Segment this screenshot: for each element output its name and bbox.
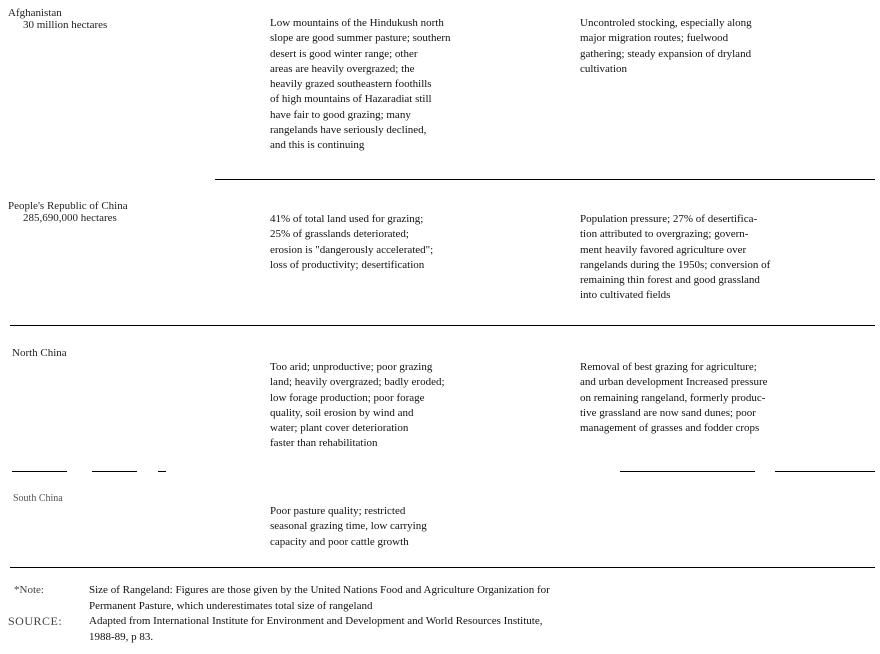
- row-divider: [775, 471, 875, 472]
- condition-cell: 41% of total land used for grazing; 25% of grasslands deteriorated; erosion is "dangerously accelerated"; loss of productivity; desertification: [270, 213, 434, 271]
- condition-cell: Low mountains of the Hindukush north slope are good summer pasture; southern desert is good winter range; other areas are heavily overgrazed; the heavily grazed southeastern foothills of high mountains of Hazaradiat still have fair to good grazing; many rangelands have seriously declined, and this is continuing: [270, 17, 451, 152]
- row-divider: [12, 471, 67, 472]
- country-name: South China: [13, 493, 63, 504]
- causes-cell: Uncontroled stocking, especially along major migration routes; fuelwood gathering; steady expansion of dryland cultivation: [580, 17, 752, 75]
- rangeland-size: 30 million hectares: [23, 19, 108, 31]
- causes-cell: Population pressure; 27% of desertifica- tion attributed to overgrazing; govern- ment heavily favored agriculture over rangelands during the 1950s; conversion of remaining thin forest and good grassland into cultivated fields: [580, 213, 771, 302]
- row-divider: [10, 325, 875, 326]
- note-row: [0, 583, 880, 614]
- country-cell: [13, 493, 63, 505]
- condition-cell: Poor pasture quality; restricted seasonal grazing time, low carrying capacity and poor cattle growth: [270, 505, 427, 548]
- note-text: Size of Rangeland: Figures are those given by the United Nations Food and Agriculture Organization for Permanent Pasture, which underestimates total size of rangeland: [89, 584, 550, 612]
- table-notes: [0, 583, 880, 645]
- country-name: North China: [12, 347, 67, 359]
- row-divider: [620, 471, 755, 472]
- source-label: SOURCE:: [8, 614, 63, 628]
- row-divider: [215, 179, 875, 180]
- row-divider: [158, 471, 166, 472]
- country-cell: [12, 347, 67, 359]
- row-divider: [92, 471, 137, 472]
- country-name: People's Republic of China: [8, 200, 128, 212]
- rangeland-size: 285,690,000 hectares: [23, 212, 117, 224]
- source-text: Adapted from International Institute for Environment and Development and World Resources Institute, 1988-89, p 83.: [89, 615, 543, 643]
- note-label: *Note:: [14, 584, 44, 596]
- condition-cell: Too arid; unproductive; poor grazing land; heavily overgrazed; badly eroded; low forage production; poor forage quality, soil erosion by wind and water; plant cover deterioration faster than rehabilitation: [270, 361, 445, 450]
- source-row: [0, 614, 880, 645]
- country-name: Afghanistan: [8, 7, 62, 19]
- causes-cell: Removal of best grazing for agriculture; and urban development Increased pressure on remaining rangeland, formerly produc- tive grassland are now sand dunes; poor management of grasses and fodder crops: [580, 361, 768, 435]
- country-cell: [8, 7, 107, 31]
- table-bottom-rule: [10, 567, 875, 568]
- country-cell: [8, 200, 128, 224]
